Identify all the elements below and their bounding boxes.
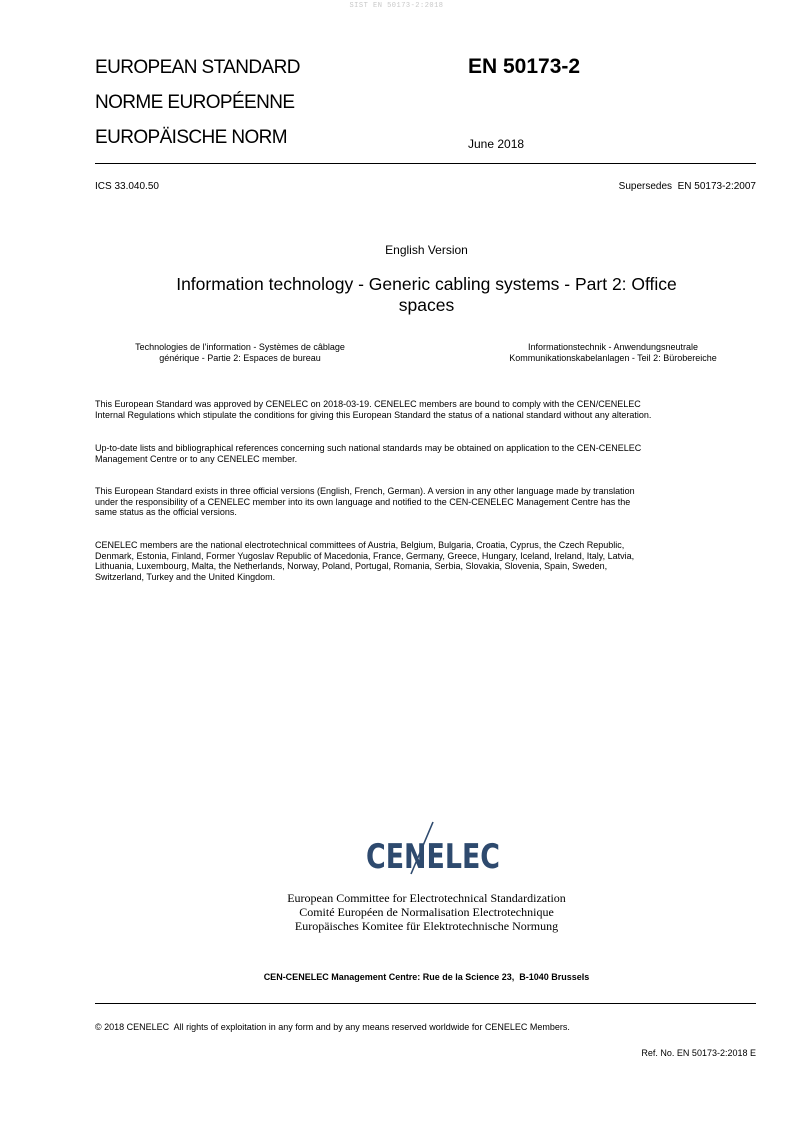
reference-number: Ref. No. EN 50173-2:2018 E xyxy=(641,1048,756,1058)
paragraph-line: Lithuania, Luxembourg, Malta, the Netherlands, Norway, Poland, Portugal, Romania, Serbia, Slovakia, Slovenia, Spain, Sweden, xyxy=(95,561,608,571)
copyright-notice: © 2018 CENELEC All rights of exploitation in any form and by any means reserved worldwide for CENELEC Members. xyxy=(95,1022,570,1032)
paragraph-line: Denmark, Estonia, Finland, Former Yugoslav Republic of Macedonia, France, Germany, Greece, Hungary, Iceland, Ireland, Italy, Latvia, xyxy=(95,550,635,561)
paragraph-line: Internal Regulations which stipulate the conditions for giving this European Standard the status of a national standard without any alteration. xyxy=(95,409,652,420)
subtitle-de-line-1: Informationstechnik - Anwendungsneutrale xyxy=(527,342,699,352)
supersedes-note: Supersedes EN 50173-2:2007 xyxy=(618,181,756,192)
paragraph-versions xyxy=(95,486,760,518)
paragraph-line: Switzerland, Turkey and the United Kingdom. xyxy=(95,571,276,582)
subtitle-french xyxy=(95,342,385,364)
committee-names xyxy=(0,891,793,933)
paragraph-references xyxy=(95,443,760,464)
paragraph-line: same status as the official versions. xyxy=(95,507,237,517)
header-divider xyxy=(95,163,756,164)
paragraph-line: under the responsibility of a CENELEC member into its own language and notified to the CEN-CENELEC Management Centre has the xyxy=(95,496,631,507)
committee-name-fr: Comité Européen de Normalisation Electrotechnique xyxy=(299,905,554,919)
committee-name-en: European Committee for Electrotechnical Standardization xyxy=(287,891,566,905)
paragraph-line: Up-to-date lists and bibliographical references concerning such national standards may be obtained on application to the CEN-CENELEC xyxy=(95,443,642,453)
standard-number: EN 50173-2 xyxy=(468,55,581,78)
paragraph-line: This European Standard was approved by CENELEC on 2018-03-19. CENELEC members are bound to comply with the CEN/CENELEC xyxy=(95,399,641,409)
standard-name-de: EUROPÄISCHE NORM xyxy=(95,127,288,148)
management-centre-address: CEN-CENELEC Management Centre: Rue de la Science 23, B-1040 Brussels xyxy=(263,972,590,982)
paragraph-line: This European Standard exists in three official versions (English, French, German). A version in any other language made by translation xyxy=(95,486,635,496)
footer-divider xyxy=(95,1003,756,1004)
paragraph-line: Management Centre or to any CENELEC member. xyxy=(95,453,298,464)
watermark: SIST EN 50173-2:2018 xyxy=(349,2,444,10)
cenelec-logo-graphic xyxy=(0,820,793,876)
title-line-2: spaces xyxy=(398,295,455,315)
language-version: English Version xyxy=(385,243,468,257)
committee-name-de: Europäisches Komitee für Elektrotechnische Normung xyxy=(294,919,559,933)
cenelec-logo-text: CENELEC xyxy=(366,837,500,876)
publication-date: June 2018 xyxy=(468,137,525,151)
document-title xyxy=(140,274,713,316)
standard-name-fr: NORME EUROPÉENNE xyxy=(95,92,295,113)
ics-code: ICS 33.040.50 xyxy=(95,181,159,192)
subtitle-fr-line-2: générique - Partie 2: Espaces de bureau xyxy=(159,353,321,363)
subtitle-fr-line-1: Technologies de l'information - Systèmes de câblage xyxy=(135,342,345,352)
title-line-1: Information technology - Generic cabling systems - Part 2: Office xyxy=(176,274,677,294)
standard-name-en: EUROPEAN STANDARD xyxy=(95,57,300,78)
subtitle-german xyxy=(470,342,756,364)
paragraph-line: CENELEC members are the national electrotechnical committees of Austria, Belgium, Bulgaria, Croatia, Cyprus, the Czech Republic, xyxy=(95,540,625,550)
subtitle-de-line-2: Kommunikationskabelanlagen - Teil 2: Bürobereiche xyxy=(509,353,717,363)
paragraph-approval xyxy=(95,399,760,420)
cenelec-logo xyxy=(0,820,793,876)
paragraph-members xyxy=(95,540,760,582)
